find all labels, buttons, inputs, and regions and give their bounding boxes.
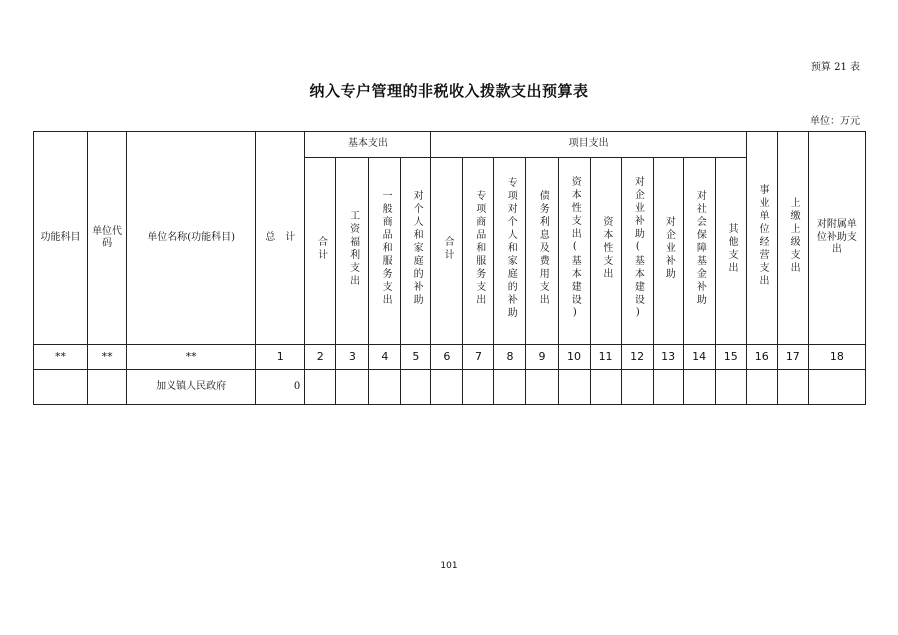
header-business: 事业单位经营支出 — [757, 183, 769, 288]
col-num-cell: ** — [127, 345, 256, 370]
unit-label: 单位：万元 — [810, 116, 860, 127]
empty-cell — [526, 370, 558, 405]
col-num-cell: ** — [88, 345, 127, 370]
header-special-personal: 专项对个人和家庭的补助 — [505, 177, 517, 321]
header-capital-basic-cell — [558, 158, 590, 345]
empty-cell — [590, 370, 621, 405]
header-wages: 工资福利支出 — [347, 209, 359, 288]
header-capital-basic: 资本性支出(基本建设) — [569, 176, 581, 322]
empty-cell — [808, 370, 865, 405]
col-num-cell: 5 — [401, 345, 431, 370]
empty-cell — [401, 370, 431, 405]
col-num-cell: 11 — [590, 345, 621, 370]
header-func-subject: 功能科目 — [34, 132, 88, 345]
header-basic-total-cell — [305, 158, 336, 345]
header-capital: 资本性支出 — [600, 216, 612, 282]
empty-cell — [777, 370, 808, 405]
total-cell: 0 — [256, 370, 305, 405]
col-num-cell: 15 — [715, 345, 746, 370]
header-enterprise-basic-cell — [621, 158, 653, 345]
empty-cell — [431, 370, 463, 405]
col-num-cell: 9 — [526, 345, 558, 370]
empty-cell — [336, 370, 369, 405]
header-debt-interest: 债务利息及费用支出 — [537, 190, 549, 308]
header-debt-interest-cell — [526, 158, 558, 345]
col-num-cell: 13 — [653, 345, 683, 370]
empty-cell — [369, 370, 401, 405]
header-special-goods-cell — [463, 158, 494, 345]
empty-cell — [494, 370, 526, 405]
header-business-cell — [746, 132, 777, 345]
col-num-cell: 6 — [431, 345, 463, 370]
header-basic-group: 基本支出 — [305, 132, 431, 158]
col-num-cell: 7 — [463, 345, 494, 370]
header-enterprise-cell — [653, 158, 683, 345]
header-project-group: 项目支出 — [431, 132, 746, 158]
empty-cell — [558, 370, 590, 405]
table-number: 预算 21 表 — [810, 62, 860, 73]
header-other-cell — [715, 158, 746, 345]
header-project-total-cell — [431, 158, 463, 345]
column-number-row — [34, 345, 866, 370]
unit-name-cell: 加义镇人民政府 — [127, 370, 256, 405]
header-enterprise-basic: 对企业补助(基本建设) — [632, 176, 644, 322]
table-row — [34, 370, 866, 405]
empty-cell — [746, 370, 777, 405]
header-social-fund: 对社会保障基金补助 — [694, 190, 706, 308]
header-unit-name: 单位名称(功能科目) — [127, 132, 256, 345]
empty-cell — [463, 370, 494, 405]
header-capital-cell — [590, 158, 621, 345]
header-wages-cell — [336, 158, 369, 345]
empty-cell — [305, 370, 336, 405]
header-unit-code: 单位代码 — [88, 132, 127, 345]
col-num-cell: 14 — [683, 345, 715, 370]
header-goods-services-cell — [369, 158, 401, 345]
col-num-cell: 16 — [746, 345, 777, 370]
header-basic-total: 合计 — [315, 235, 327, 262]
unit-code-cell — [88, 370, 127, 405]
col-num-cell: 2 — [305, 345, 336, 370]
page-number: 101 — [440, 561, 458, 571]
header-goods-services: 一般商品和服务支出 — [380, 190, 392, 308]
header-special-goods: 专项商品和服务支出 — [473, 190, 485, 308]
header-affiliated: 对附属单位补助支出 — [808, 132, 865, 345]
header-enterprise: 对企业补助 — [663, 216, 675, 282]
col-num-cell: 17 — [777, 345, 808, 370]
header-turnover: 上缴上级支出 — [788, 196, 800, 275]
page-title: 纳入专户管理的非税收入拨款支出预算表 — [309, 82, 589, 100]
header-personal-subsidy: 对个人和家庭的补助 — [411, 190, 423, 308]
col-num-cell: 8 — [494, 345, 526, 370]
empty-cell — [621, 370, 653, 405]
header-special-personal-cell — [494, 158, 526, 345]
empty-cell — [653, 370, 683, 405]
func-subject-cell — [34, 370, 88, 405]
empty-cell — [715, 370, 746, 405]
header-other: 其他支出 — [725, 222, 737, 275]
col-num-cell: 4 — [369, 345, 401, 370]
col-num-cell: 1 — [256, 345, 305, 370]
header-total: 总 计 — [256, 132, 305, 345]
col-num-cell: 18 — [808, 345, 865, 370]
header-turnover-cell — [777, 132, 808, 345]
col-num-cell: 12 — [621, 345, 653, 370]
budget-table — [33, 131, 866, 405]
col-num-cell: ** — [34, 345, 88, 370]
header-personal-subsidy-cell — [401, 158, 431, 345]
empty-cell — [683, 370, 715, 405]
col-num-cell: 10 — [558, 345, 590, 370]
header-social-fund-cell — [683, 158, 715, 345]
col-num-cell: 3 — [336, 345, 369, 370]
header-project-total: 合计 — [442, 235, 454, 262]
